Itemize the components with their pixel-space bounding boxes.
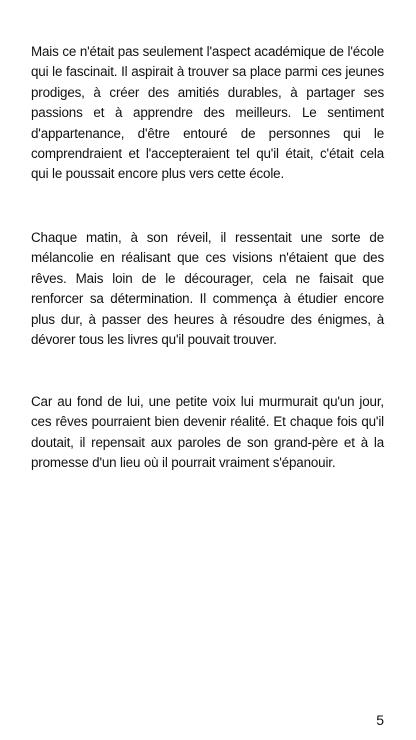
paragraph-3: Car au fond de lui, une petite voix lui murmurait qu'un jour, ces rêves pourraient bien devenir réalité. Et chaque fois qu'il doutait, il repensait aux paroles de son grand-père et à la promesse d'un lieu où il pourrait vraiment s'épanouir. xyxy=(31,394,384,471)
paragraph-1: Mais ce n'était pas seulement l'aspect académique de l'école qui le fascinait. Il aspirait à trouver sa place parmi ces jeunes prodiges, à créer des amitiés durables, à partager ses passions et à apprendre des meilleurs. Le sentiment d'appartenance, d'être entouré de personnes qui le comprendraient et l'accepteraient tel qu'il était, c'était cela qui le poussait encore plus vers cette école. xyxy=(31,44,384,182)
paragraph-2: Chaque matin, à son réveil, il ressentait une sorte de mélancolie en réalisant que ces visions n'étaient que des rêves. Mais loin de le décourager, cela ne faisait que renforcer sa détermination. Il commença à étudier encore plus dur, à passer des heures à résoudre des énigmes, à dévorer tous les livres qu'il pouvait trouver. xyxy=(31,230,384,348)
page-number: 5 xyxy=(376,712,384,728)
